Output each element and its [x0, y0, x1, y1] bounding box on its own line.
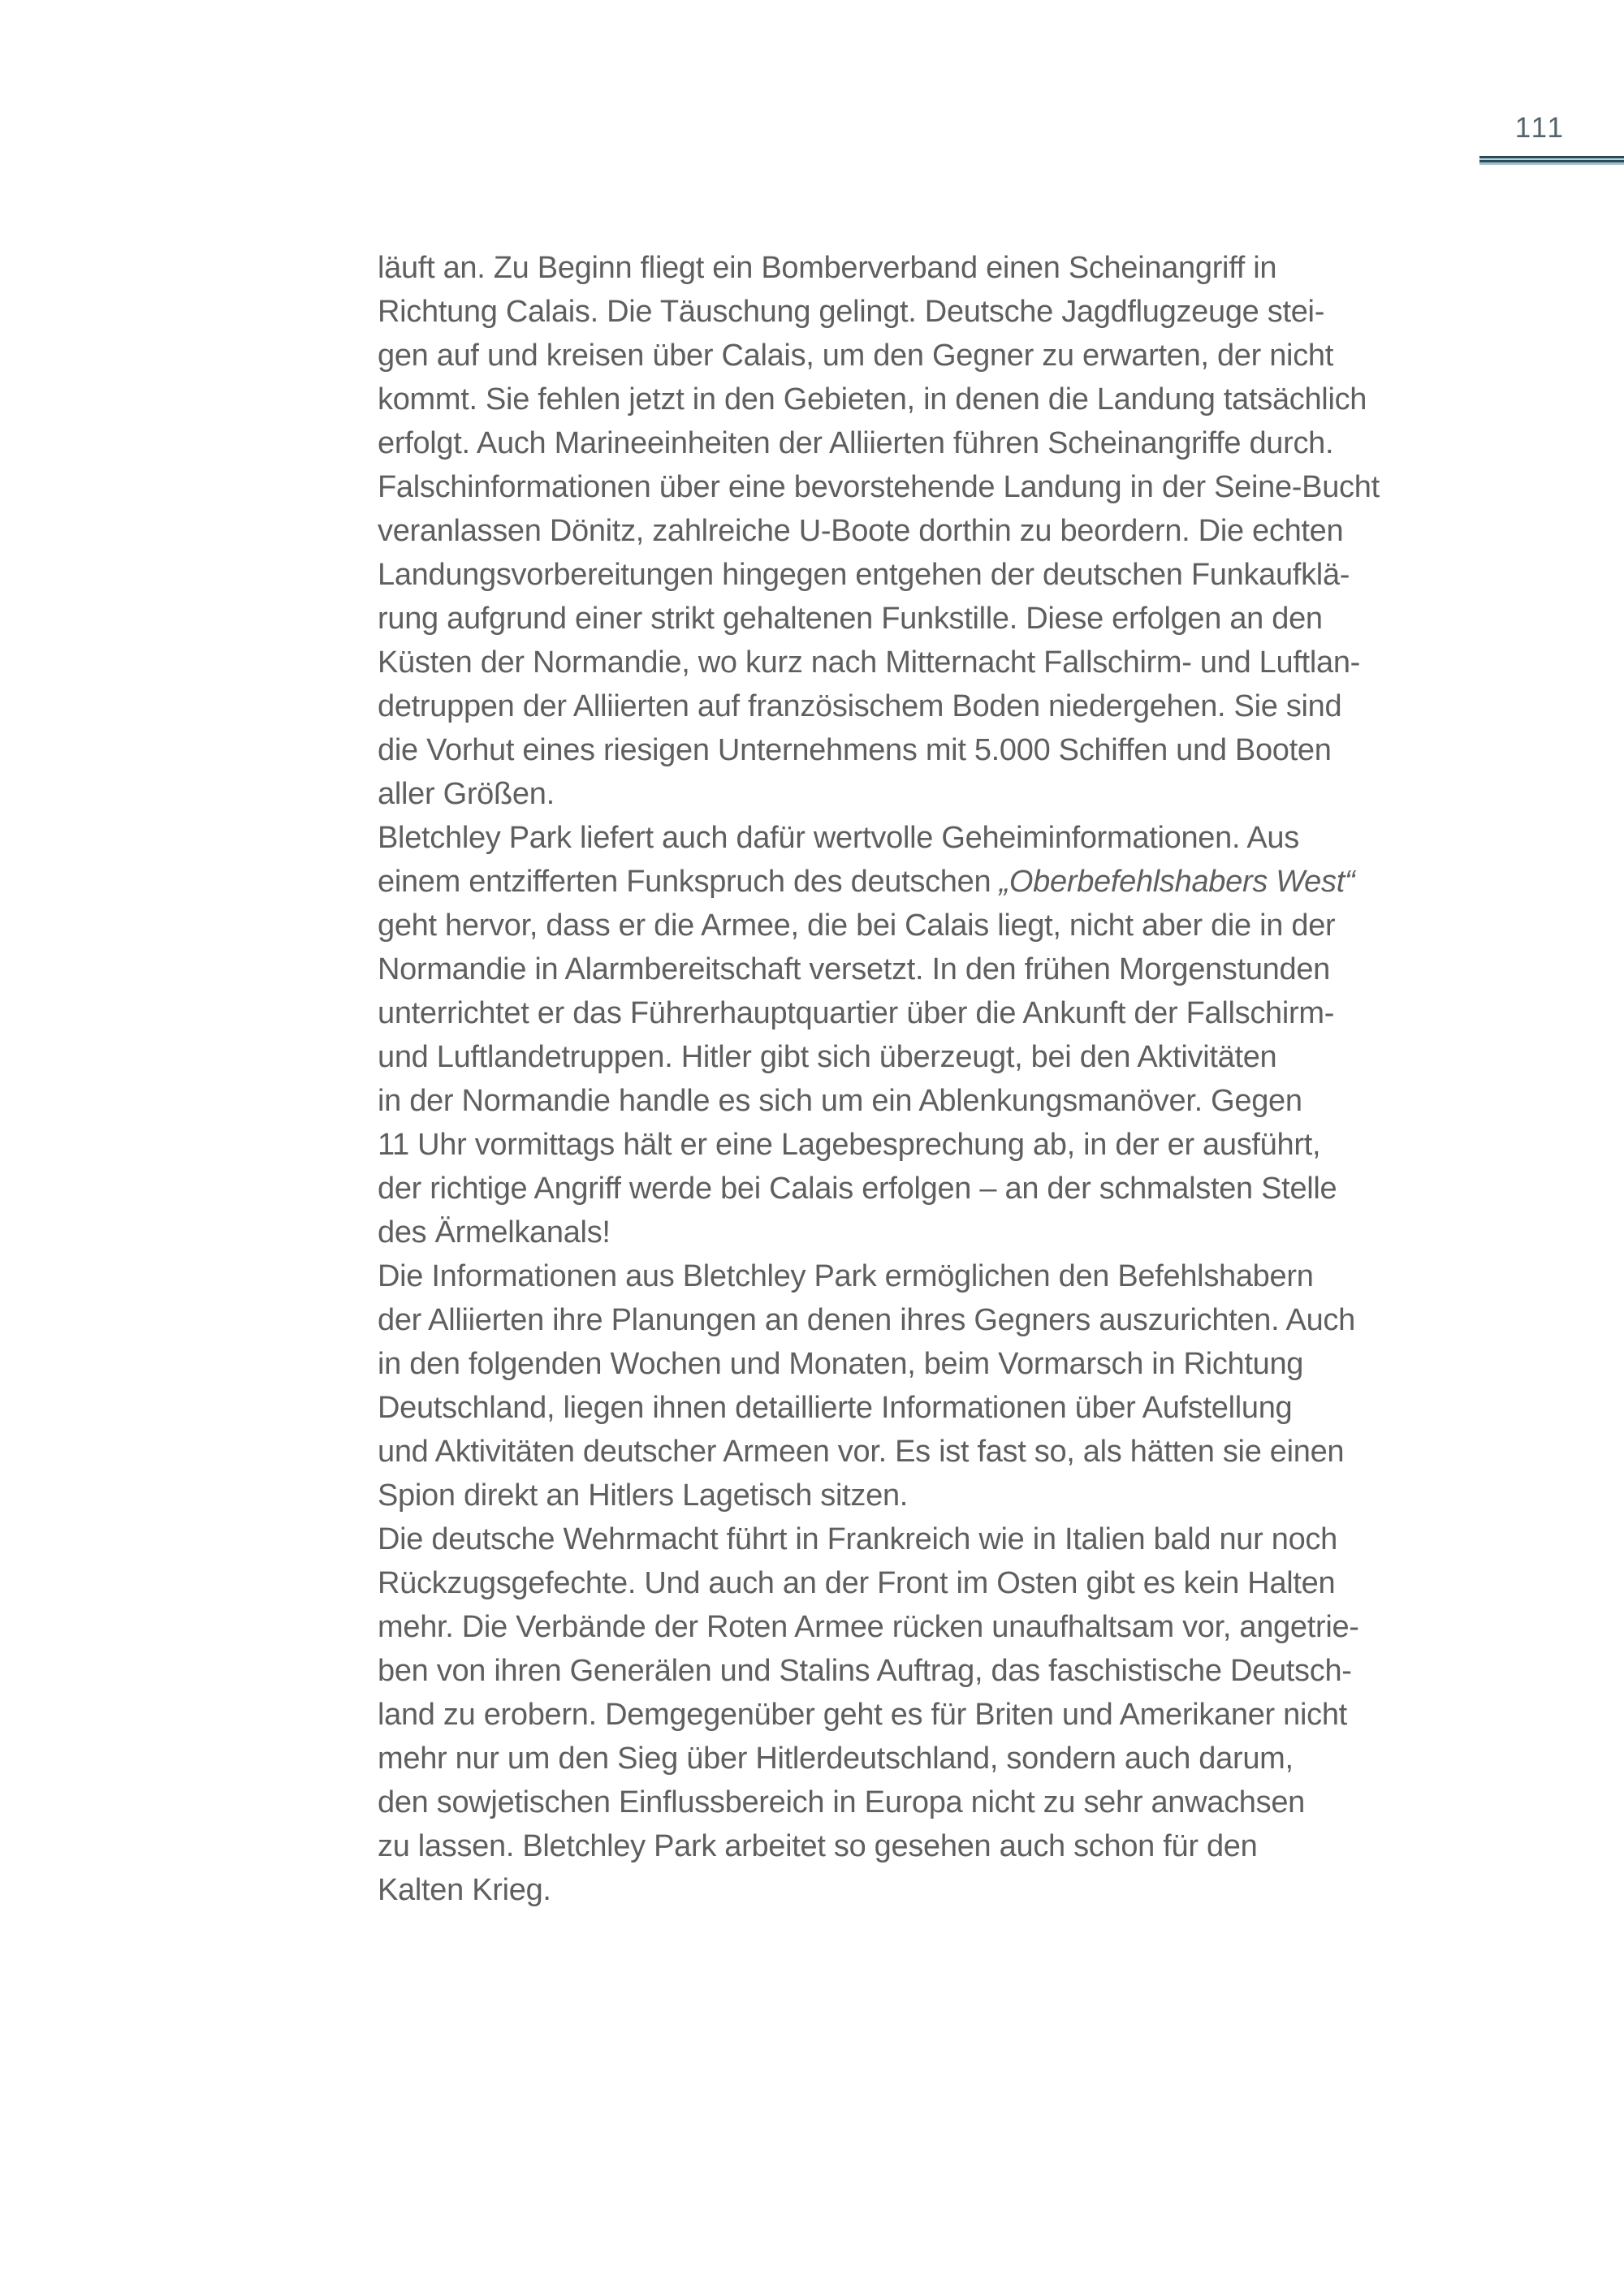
- text-segment: Die Informationen aus Bletchley Park ermöglichen den Befehlshabern: [378, 1259, 1314, 1293]
- text-segment: unterrichtet er das Führerhauptquartier über die Ankunft der Fallschirm-: [378, 996, 1335, 1030]
- text-segment: Falschinformationen über eine bevorstehende Landung in der Seine-Bucht: [378, 470, 1380, 504]
- text-segment: gen auf und kreisen über Calais, um den Gegner zu erwarten, der nicht: [378, 339, 1333, 373]
- text-line: [378, 1561, 1475, 1605]
- text-line: [378, 1254, 1475, 1298]
- text-line: [378, 860, 1475, 904]
- text-segment: Richtung Calais. Die Täuschung gelingt. Deutsche Jagdflugzeuge stei-: [378, 295, 1325, 329]
- text-line: [378, 1167, 1475, 1211]
- text-line: [378, 290, 1475, 334]
- text-line: [378, 684, 1475, 728]
- text-segment: und Aktivitäten deutscher Armeen vor. Es ist fast so, als hätten sie einen: [378, 1435, 1345, 1469]
- text-segment: und Luftlandetruppen. Hitler gibt sich überzeugt, bei den Aktivitäten: [378, 1040, 1277, 1074]
- text-segment: Kalten Krieg.: [378, 1873, 551, 1907]
- text-segment: Die deutsche Wehrmacht führt in Frankreich wie in Italien bald nur noch: [378, 1522, 1337, 1556]
- text-line: [378, 816, 1475, 860]
- text-segment: detruppen der Alliierten auf französischem Boden niedergehen. Sie sind: [378, 689, 1342, 723]
- text-line: [378, 509, 1475, 553]
- text-segment: der Alliierten ihre Planungen an denen ihres Gegners auszurichten. Auch: [378, 1303, 1355, 1337]
- text-segment: in den folgenden Wochen und Monaten, beim Vormarsch in Richtung: [378, 1347, 1304, 1381]
- text-line: [378, 1737, 1475, 1781]
- text-segment: rung aufgrund einer strikt gehaltenen Funkstille. Diese erfolgen an den: [378, 602, 1323, 636]
- text-line: [378, 1649, 1475, 1693]
- text-segment: Deutschland, liegen ihnen detaillierte Informationen über Aufstellung: [378, 1391, 1293, 1425]
- text-line: [378, 1211, 1475, 1254]
- text-segment: zu lassen. Bletchley Park arbeitet so gesehen auch schon für den: [378, 1829, 1258, 1863]
- text-line: [378, 991, 1475, 1035]
- text-line: [378, 465, 1475, 509]
- text-block: [378, 246, 1475, 1912]
- text-line: [378, 1298, 1475, 1342]
- text-line: [378, 1824, 1475, 1868]
- text-segment: erfolgt. Auch Marineeinheiten der Alliierten führen Scheinangriffe durch.: [378, 426, 1334, 460]
- text-segment: des Ärmelkanals!: [378, 1215, 611, 1250]
- text-segment: Landungsvorbereitungen hingegen entgehen der deutschen Funkaufklä-: [378, 558, 1350, 592]
- text-line: [378, 1474, 1475, 1517]
- text-segment: Rückzugsgefechte. Und auch an der Front im Osten gibt es kein Halten: [378, 1566, 1336, 1600]
- text-segment: geht hervor, dass er die Armee, die bei Calais liegt, nicht aber die in der: [378, 909, 1336, 943]
- text-line: [378, 1605, 1475, 1649]
- text-line: [378, 947, 1475, 991]
- text-segment: Küsten der Normandie, wo kurz nach Mitternacht Fallschirm- und Luftlan-: [378, 645, 1361, 680]
- text-segment: Spion direkt an Hitlers Lagetisch sitzen.: [378, 1478, 909, 1513]
- text-segment: die Vorhut eines riesigen Unternehmens mit 5.000 Schiffen und Booten: [378, 733, 1332, 767]
- text-line: [378, 904, 1475, 947]
- text-segment: kommt. Sie fehlen jetzt in den Gebieten, in denen die Landung tatsächlich: [378, 382, 1367, 417]
- text-segment: einem entzifferten Funkspruch des deutschen: [378, 865, 1000, 899]
- text-line: [378, 246, 1475, 290]
- text-segment: 11 Uhr vormittags hält er eine Lagebesprechung ab, in der er ausführt,: [378, 1128, 1321, 1162]
- text-line: [378, 1035, 1475, 1079]
- text-segment: in der Normandie handle es sich um ein Ablenkungsmanöver. Gegen: [378, 1084, 1302, 1118]
- text-line: [378, 1693, 1475, 1737]
- text-line: [378, 378, 1475, 421]
- text-segment: mehr nur um den Sieg über Hitlerdeutschland, sondern auch darum,: [378, 1742, 1294, 1776]
- text-segment: der richtige Angriff werde bei Calais erfolgen – an der schmalsten Stelle: [378, 1172, 1337, 1206]
- text-line: [378, 553, 1475, 597]
- page-number: 111: [1514, 112, 1566, 144]
- header-rule: [1479, 156, 1624, 165]
- text-segment: Bletchley Park liefert auch dafür wertvolle Geheiminformationen. Aus: [378, 821, 1299, 855]
- text-segment-italic: „Oberbefehlshabers West“: [999, 865, 1355, 899]
- text-line: [378, 1868, 1475, 1912]
- text-segment: den sowjetischen Einflussbereich in Europa nicht zu sehr anwachsen: [378, 1785, 1305, 1819]
- text-segment: läuft an. Zu Beginn fliegt ein Bomberverband einen Scheinangriff in: [378, 251, 1277, 285]
- text-line: [378, 421, 1475, 465]
- text-line: [378, 1386, 1475, 1430]
- text-line: [378, 1517, 1475, 1561]
- text-segment: mehr. Die Verbände der Roten Armee rücken unaufhaltsam vor, angetrie-: [378, 1610, 1359, 1644]
- text-line: [378, 1430, 1475, 1474]
- text-line: [378, 1342, 1475, 1386]
- text-segment: aller Größen.: [378, 777, 555, 811]
- text-line: [378, 1079, 1475, 1123]
- text-segment: Normandie in Alarmbereitschaft versetzt. In den frühen Morgenstunden: [378, 952, 1331, 986]
- text-line: [378, 1781, 1475, 1824]
- text-line: [378, 641, 1475, 684]
- text-segment: ben von ihren Generälen und Stalins Auftrag, das faschistische Deutsch-: [378, 1654, 1352, 1688]
- text-line: [378, 334, 1475, 378]
- text-line: [378, 1123, 1475, 1167]
- text-segment: land zu erobern. Demgegenüber geht es für Briten und Amerikaner nicht: [378, 1698, 1347, 1732]
- text-segment: veranlassen Dönitz, zahlreiche U-Boote dorthin zu beordern. Die echten: [378, 514, 1344, 548]
- text-line: [378, 728, 1475, 772]
- text-line: [378, 597, 1475, 641]
- text-line: [378, 772, 1475, 816]
